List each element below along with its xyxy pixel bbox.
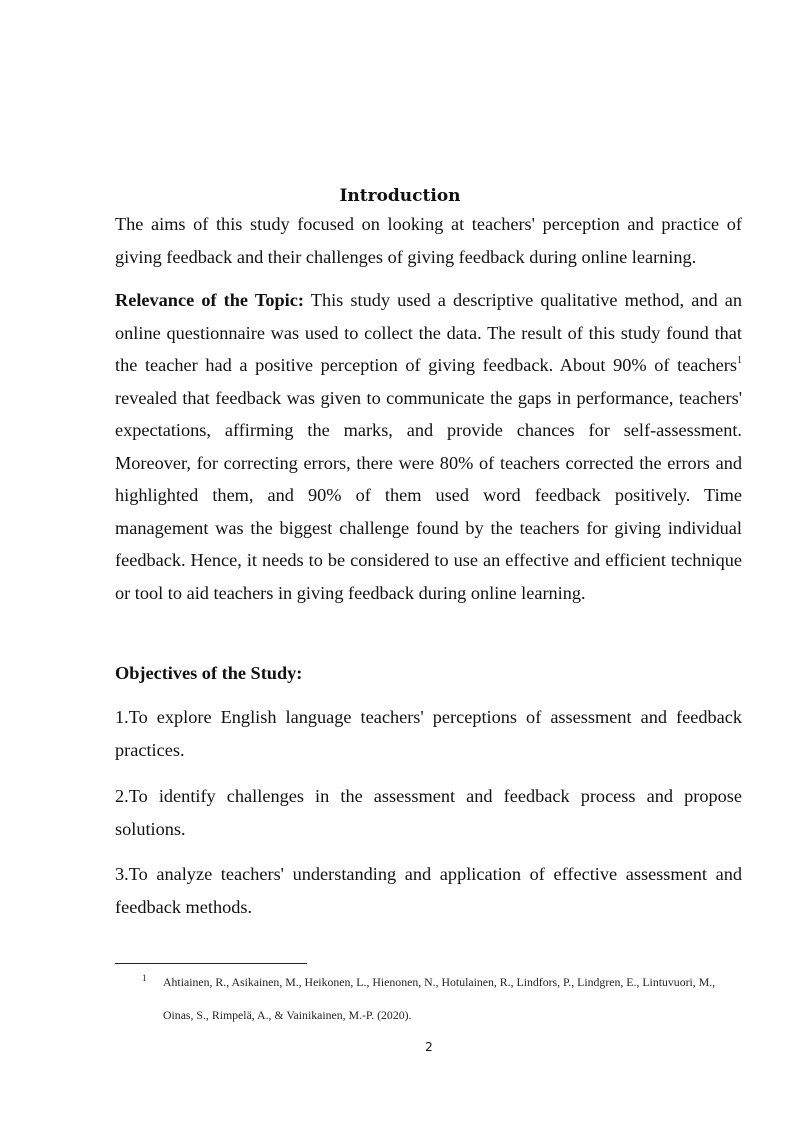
footnote-mark: 1	[142, 973, 147, 983]
footnote	[115, 966, 742, 1032]
footnote-reference: 1	[737, 355, 742, 366]
intro-paragraph: The aims of this study focused on looking at teachers' perception and practice of giving feedback and their challenges of giving feedback during online learning.	[115, 214, 742, 267]
section-heading: Introduction	[339, 186, 461, 206]
relevance-label: Relevance of the Topic:	[115, 290, 304, 310]
relevance-paragraph	[115, 284, 742, 609]
relevance-text-part2: revealed that feedback was given to communicate the gaps in performance, teachers' expectations, affirming the marks, and provide chances for self-assessment. Moreover, for correcting errors, there were 80% of teachers corrected the errors and highlighted them, and 90% of them used word feedback positively. Time management was the biggest challenge found by the teachers for giving individual feedback. Hence, it needs to be considered to use an effective and efficient technique or tool to aid teachers in giving feedback during online learning.	[115, 387, 742, 603]
objective-item-3: 3.To analyze teachers' understanding and application of effective assessment and feedback methods.	[115, 864, 742, 917]
objective-item-1: 1.To explore English language teachers' perceptions of assessment and feedback practices.	[115, 707, 742, 760]
relevance-text-part1: This study used a descriptive qualitative method, and an online questionnaire was used to collect the data. The result of this study found that the teacher had a positive perception of giving feedback. About 90% of teachers	[115, 290, 742, 375]
footnote-separator	[115, 963, 307, 964]
footnote-line-2: Oinas, S., Rimpelä, A., & Vainikainen, M.-P. (2020).	[163, 1008, 412, 1022]
objectives-heading: Objectives of the Study:	[115, 663, 303, 683]
footnote-line-1: Ahtiainen, R., Asikainen, M., Heikonen, L., Hienonen, N., Hotulainen, R., Lindfors, P., Lindgren, E., Lintuvuori, M.,	[163, 975, 716, 989]
objective-item-2: 2.To identify challenges in the assessment and feedback process and propose solutions.	[115, 786, 742, 839]
page-number: 2	[425, 1040, 433, 1054]
